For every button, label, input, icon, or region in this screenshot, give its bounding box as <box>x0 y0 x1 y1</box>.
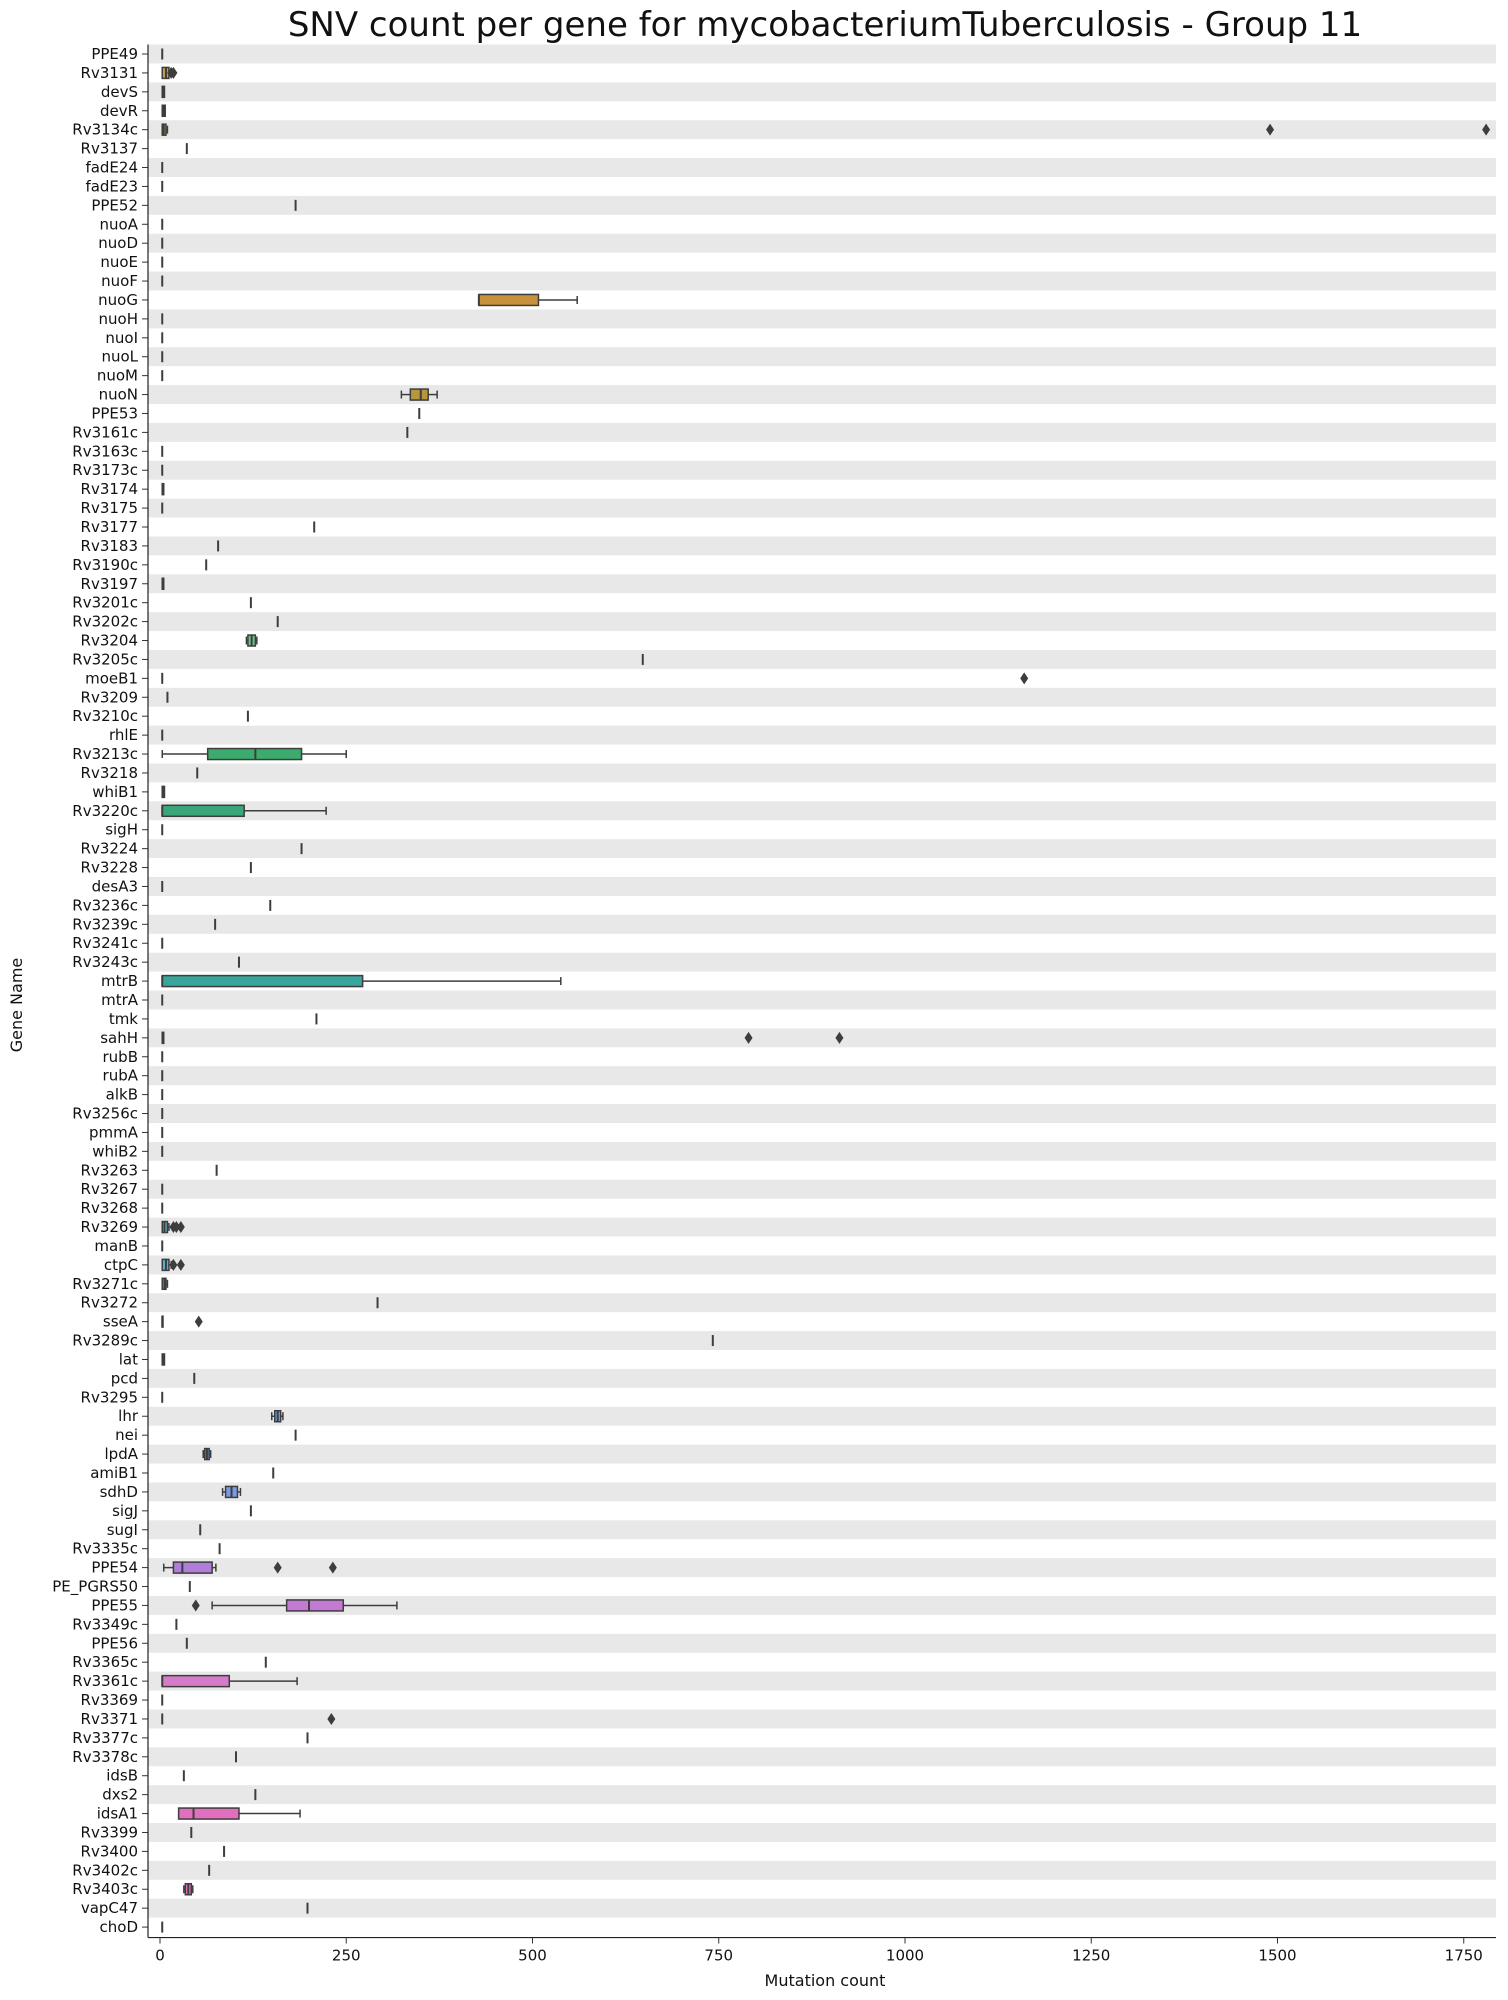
y-tick-label: Rv3213c <box>72 745 138 764</box>
gene-box-Rv3213c <box>162 749 346 760</box>
row-band <box>148 650 1496 669</box>
y-tick-label: mtrA <box>101 991 138 1009</box>
row-band <box>148 272 1496 291</box>
y-tick-label: Rv3224 <box>80 839 138 858</box>
y-tick-label: nuoI <box>105 328 138 347</box>
y-tick-label: Rv3177 <box>80 518 138 536</box>
y-tick-label: Rv3175 <box>80 499 138 518</box>
gene-box-Rv3197 <box>162 578 163 589</box>
y-tick-label: Rv3256c <box>72 1104 138 1123</box>
y-tick-label: amiB1 <box>90 1464 138 1482</box>
y-tick-label: whiB1 <box>92 782 138 801</box>
y-tick-label: moeB1 <box>85 669 138 688</box>
y-tick-label: sugI <box>106 1520 138 1539</box>
x-tick-label: 0 <box>155 1946 165 1965</box>
y-tick-label: Rv3209 <box>80 688 138 707</box>
y-tick-label: PPE52 <box>91 196 138 215</box>
row-band <box>148 461 1496 480</box>
y-tick-label: nuoD <box>98 234 138 253</box>
y-tick-label: Rv3220c <box>72 801 138 820</box>
y-tick-label: Rv3204 <box>80 631 138 650</box>
y-tick-label: sigH <box>105 820 138 839</box>
y-tick-label: nuoL <box>101 347 138 366</box>
iqr-box <box>179 1808 239 1819</box>
y-tick-label: Rv3183 <box>80 536 138 555</box>
row-band <box>148 45 1496 64</box>
row-band <box>148 1369 1496 1388</box>
row-band <box>148 726 1496 745</box>
row-band <box>148 1747 1496 1766</box>
y-axis <box>52 45 148 1938</box>
outlier-point <box>1020 672 1028 684</box>
row-band <box>148 574 1496 593</box>
y-tick-label: nuoH <box>98 309 138 328</box>
row-band <box>148 1634 1496 1653</box>
y-tick-label: Rv3210c <box>72 707 138 726</box>
iqr-box <box>162 1676 229 1687</box>
y-tick-label: Rv3241c <box>72 934 138 953</box>
row-band <box>148 499 1496 518</box>
row-band <box>148 309 1496 328</box>
gene-box-Rv3204 <box>246 635 256 646</box>
row-band <box>148 1142 1496 1161</box>
gene-box-lpdA <box>203 1449 210 1460</box>
y-tick-label: PE_PGRS50 <box>52 1577 138 1596</box>
x-tick-label: 1750 <box>1444 1946 1483 1965</box>
y-tick-label: Rv3239c <box>72 915 138 934</box>
gene-box-devS <box>162 86 164 97</box>
y-tick-label: Rv3349c <box>72 1615 138 1634</box>
y-tick-label: Rv3267 <box>80 1180 138 1199</box>
y-tick-label: Rv3399 <box>80 1823 138 1842</box>
y-tick-label: Rv3236c <box>72 896 138 915</box>
row-band <box>148 1558 1496 1577</box>
row-band <box>148 347 1496 366</box>
y-tick-label: Rv3197 <box>80 574 138 593</box>
y-tick-label: mtrB <box>101 972 138 991</box>
gene-box-Rv3269 <box>162 1221 185 1233</box>
row-band <box>148 1785 1496 1804</box>
y-tick-label: rubA <box>102 1066 138 1085</box>
row-band <box>148 877 1496 896</box>
row-band <box>148 536 1496 555</box>
gene-box-Rv3403c <box>184 1884 193 1895</box>
y-tick-label: devS <box>100 82 138 101</box>
y-tick-label: nuoA <box>99 215 138 234</box>
row-band <box>148 1104 1496 1123</box>
gene-box-Rv3131 <box>162 67 177 79</box>
y-tick-label: nei <box>115 1426 138 1445</box>
row-band <box>148 612 1496 631</box>
y-axis-label: Gene Name <box>7 957 26 1053</box>
row-band <box>148 1293 1496 1312</box>
y-tick-label: Rv3377c <box>72 1728 138 1747</box>
y-tick-label: Rv3402c <box>72 1861 138 1880</box>
row-band <box>148 1028 1496 1047</box>
y-tick-label: idsB <box>106 1766 138 1785</box>
row-band <box>148 1445 1496 1464</box>
y-tick-label: Rv3163c <box>72 442 138 461</box>
y-tick-label: nuoF <box>101 272 138 291</box>
chart-title: SNV count per gene for mycobacteriumTuberculosis - Group 11 <box>287 5 1363 45</box>
row-band <box>148 915 1496 934</box>
x-tick-label: 750 <box>704 1946 734 1965</box>
gene-box-Rv3271c <box>162 1278 167 1289</box>
y-tick-label: sahH <box>100 1028 138 1047</box>
iqr-box <box>410 389 428 400</box>
x-tick-label: 1000 <box>885 1946 925 1965</box>
y-tick-label: Rv3400 <box>80 1842 138 1861</box>
y-tick-label: Rv3202c <box>72 612 138 631</box>
x-tick-label: 1500 <box>1258 1946 1297 1965</box>
y-tick-label: desA3 <box>91 877 138 896</box>
iqr-box <box>162 976 362 987</box>
y-tick-label: nuoG <box>98 290 138 309</box>
row-band <box>148 839 1496 858</box>
y-tick-label: pcd <box>110 1369 138 1388</box>
y-tick-label: nuoM <box>96 366 138 385</box>
x-axis <box>148 1938 1496 1965</box>
y-tick-label: manB <box>94 1236 138 1255</box>
gene-box-moeB1 <box>162 672 1028 684</box>
y-tick-label: Rv3134c <box>72 120 138 139</box>
gene-box-lat <box>162 1354 164 1365</box>
y-tick-label: PPE56 <box>91 1634 138 1653</box>
y-tick-label: nuoE <box>100 253 138 272</box>
y-tick-label: alkB <box>105 1085 138 1104</box>
row-band <box>148 1255 1496 1274</box>
iqr-box <box>173 1562 212 1573</box>
row-band <box>148 158 1496 177</box>
y-tick-label: sigJ <box>112 1501 138 1520</box>
y-tick-label: Rv3228 <box>80 858 138 877</box>
y-tick-label: lpdA <box>104 1445 138 1464</box>
row-band <box>148 1861 1496 1880</box>
y-tick-label: Rv3174 <box>80 480 138 499</box>
gene-box-whiB1 <box>162 786 164 797</box>
y-tick-label: choD <box>99 1918 138 1937</box>
y-tick-label: Rv3131 <box>80 63 138 82</box>
y-tick-label: Rv3335c <box>72 1539 138 1558</box>
y-tick-label: Rv3295 <box>80 1388 138 1407</box>
row-band <box>148 82 1496 101</box>
y-tick-label: PPE53 <box>91 404 138 423</box>
row-band <box>148 764 1496 783</box>
y-tick-label: rhlE <box>108 726 138 745</box>
y-tick-label: dxs2 <box>102 1785 138 1804</box>
row-band <box>148 1672 1496 1691</box>
gene-box-ctpC <box>162 1259 185 1271</box>
y-tick-label: Rv3269 <box>80 1218 138 1237</box>
gene-box-Rv3174 <box>162 484 163 495</box>
row-band <box>148 234 1496 253</box>
row-band <box>148 196 1496 215</box>
y-tick-label: Rv3218 <box>80 763 138 782</box>
gene-box-devR <box>162 105 165 116</box>
y-tick-label: pmmA <box>88 1123 138 1142</box>
row-band <box>148 688 1496 707</box>
row-band <box>148 1331 1496 1350</box>
row-band <box>148 423 1496 442</box>
y-tick-label: sdhD <box>99 1482 138 1501</box>
outlier-point <box>195 1316 203 1328</box>
gene-box-mtrB <box>162 976 561 987</box>
x-tick-label: 500 <box>518 1946 547 1965</box>
row-band <box>148 120 1496 139</box>
y-tick-label: vapC47 <box>80 1899 138 1918</box>
y-tick-label: fadE24 <box>85 158 138 177</box>
y-tick-label: Rv3361c <box>72 1672 138 1691</box>
y-tick-label: fadE23 <box>85 177 138 196</box>
y-tick-label: PPE54 <box>91 1558 138 1577</box>
y-tick-label: nuoN <box>98 385 138 404</box>
gene-box-nuoG <box>479 294 577 305</box>
row-band <box>148 1066 1496 1085</box>
y-tick-label: Rv3371 <box>80 1709 138 1728</box>
row-band <box>148 1823 1496 1842</box>
row-band <box>148 1482 1496 1501</box>
row-band <box>148 1407 1496 1426</box>
y-tick-label: Rv3369 <box>80 1691 138 1710</box>
y-tick-label: Rv3289c <box>72 1331 138 1350</box>
x-tick-label: 250 <box>331 1946 361 1965</box>
iqr-box <box>479 294 539 305</box>
row-band <box>148 1218 1496 1237</box>
y-tick-label: idsA1 <box>96 1804 138 1823</box>
y-tick-label: devR <box>99 101 138 120</box>
y-tick-label: Rv3243c <box>72 953 138 972</box>
y-tick-label: Rv3378c <box>72 1747 138 1766</box>
y-tick-label: whiB2 <box>92 1142 138 1161</box>
row-band <box>148 953 1496 972</box>
y-tick-label: Rv3365c <box>72 1653 138 1672</box>
x-axis-label: Mutation count <box>764 1971 886 1990</box>
y-tick-label: lhr <box>118 1407 138 1426</box>
y-tick-label: rubB <box>102 1047 138 1066</box>
y-tick-label: Rv3161c <box>72 423 138 442</box>
y-tick-label: PPE55 <box>91 1596 138 1615</box>
row-band <box>148 385 1496 404</box>
row-band <box>148 991 1496 1010</box>
iqr-box <box>287 1600 344 1611</box>
x-tick-label: 1250 <box>1072 1946 1111 1965</box>
row-band <box>148 1899 1496 1918</box>
gene-box-sdhD <box>223 1486 241 1497</box>
iqr-box <box>162 805 244 816</box>
row-band <box>148 801 1496 820</box>
y-tick-label: ctpC <box>103 1255 138 1274</box>
y-tick-label: Rv3201c <box>72 593 138 612</box>
y-tick-label: lat <box>118 1350 138 1369</box>
y-tick-label: Rv3263 <box>80 1161 138 1180</box>
row-band <box>148 1710 1496 1729</box>
y-tick-label: Rv3205c <box>72 650 138 669</box>
y-tick-label: PPE49 <box>91 45 138 63</box>
y-tick-label: Rv3268 <box>80 1199 138 1218</box>
y-tick-label: tmk <box>108 1009 138 1028</box>
y-tick-label: Rv3403c <box>72 1880 138 1899</box>
y-tick-label: Rv3137 <box>80 139 138 158</box>
y-tick-label: Rv3190c <box>72 555 138 574</box>
gene-box-sseA <box>162 1316 203 1328</box>
y-tick-label: sseA <box>102 1312 138 1331</box>
row-band <box>148 1180 1496 1199</box>
row-band <box>148 1520 1496 1539</box>
y-tick-label: Rv3272 <box>80 1293 138 1312</box>
gene-box-idsA1 <box>179 1808 300 1819</box>
y-tick-label: Rv3173c <box>72 461 138 480</box>
y-tick-label: Rv3271c <box>72 1274 138 1293</box>
